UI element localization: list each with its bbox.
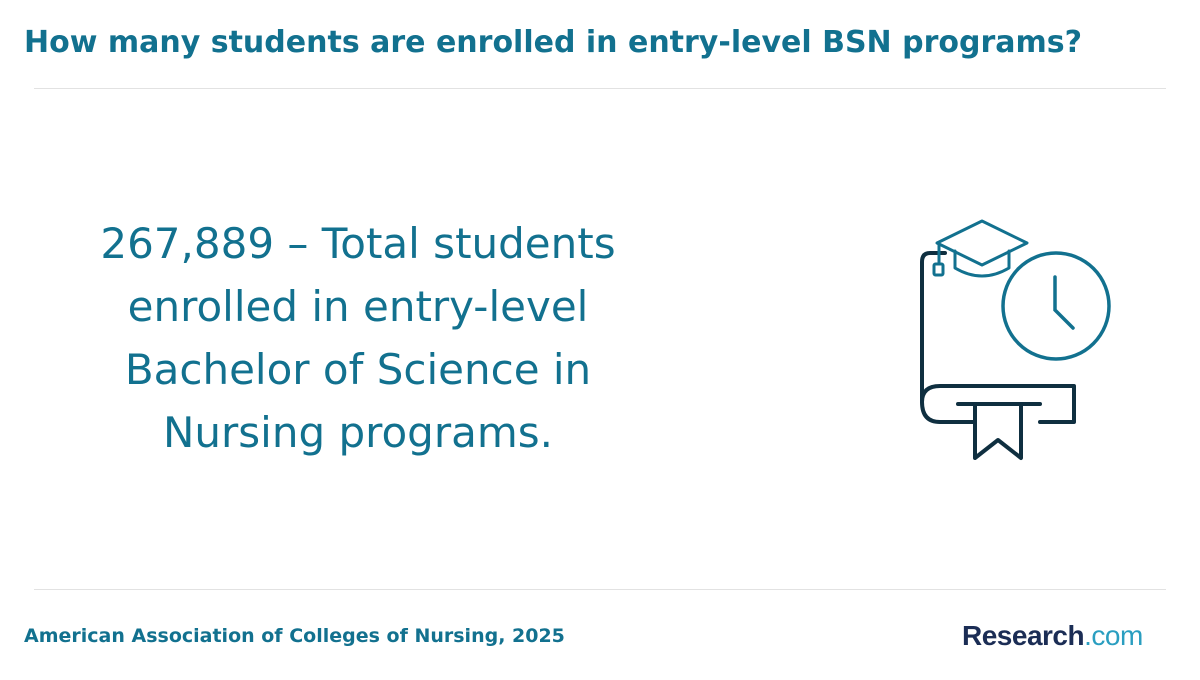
brand-logo: [962, 618, 1143, 654]
stat-line-3: Bachelor of Science in: [124, 345, 592, 394]
stat-line-1: 267,889 – Total students: [100, 219, 616, 268]
top-divider: [34, 88, 1166, 89]
source-citation: American Association of Colleges of Nursing, 2025: [24, 625, 565, 647]
page-title: How many students are enrolled in entry-level BSN programs?: [24, 25, 1083, 60]
bookmark-ribbon-icon: [975, 404, 1021, 458]
education-illustration: [900, 205, 1130, 475]
stat-line-4: Nursing programs.: [163, 408, 553, 457]
bottom-divider: [34, 589, 1166, 590]
stat-text: [68, 212, 648, 464]
graduation-cap-icon: [934, 221, 1027, 276]
logo-word: Research: [962, 620, 1085, 651]
logo-tld: .com: [1084, 620, 1143, 651]
stat-line-2: enrolled in entry-level: [127, 282, 589, 331]
clock-icon: [1003, 253, 1109, 359]
